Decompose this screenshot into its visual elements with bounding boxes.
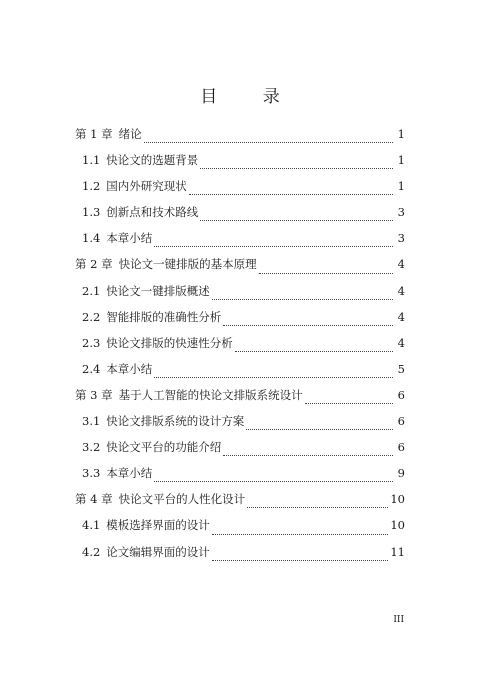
toc-entry-page: 6: [397, 414, 405, 429]
toc-section-entry[interactable]: [75, 335, 405, 361]
toc-dot-leader: [189, 193, 393, 195]
toc-entry-page: 9: [397, 466, 405, 481]
toc-dot-leader: [235, 350, 393, 352]
toc-section-entry[interactable]: [75, 204, 405, 230]
toc-entry-page: 5: [397, 361, 405, 376]
toc-entry-page: 3: [397, 205, 405, 220]
toc-entry-page: 4: [397, 309, 405, 324]
toc-entry-title: 快论文一键排版的基本原理: [118, 257, 257, 272]
toc-entry-title: 智能排版的准确性分析: [106, 309, 222, 324]
toc-entry-number: 1.1: [82, 153, 101, 168]
toc-dot-leader: [305, 402, 393, 404]
toc-entry-page: 10: [390, 492, 405, 507]
toc-entry-page: 1: [397, 153, 405, 168]
toc-entry-number: 2.4: [82, 361, 101, 376]
toc-entry-number: 2.3: [82, 335, 101, 350]
toc-entry-number: 1.4: [82, 231, 101, 246]
toc-section-entry[interactable]: [75, 465, 405, 491]
toc-entry-title: 本章小结: [106, 231, 153, 246]
toc-entry-number: 3.3: [82, 466, 101, 481]
toc-dot-leader: [200, 167, 393, 169]
toc-entry-page: 6: [397, 440, 405, 455]
toc-entry-title: 快论文排版系统的设计方案: [106, 414, 245, 429]
toc-dot-leader: [223, 324, 393, 326]
toc-dot-leader: [212, 533, 389, 535]
toc-entry-title: 本章小结: [106, 361, 153, 376]
toc-dot-leader: [154, 480, 393, 482]
toc-section-entry[interactable]: [75, 178, 405, 204]
toc-dot-leader: [247, 506, 388, 508]
toc-entry-number: 1.2: [82, 179, 101, 194]
toc-entry-title: 论文编辑界面的设计: [106, 544, 210, 559]
toc-section-entry[interactable]: [75, 283, 405, 309]
toc-section-entry[interactable]: [75, 361, 405, 387]
toc-entry-page: 1: [397, 127, 405, 141]
toc-entry-page: 4: [397, 257, 405, 272]
toc-section-entry[interactable]: [75, 230, 405, 256]
toc-entry-number: 第 3 章: [75, 387, 113, 402]
toc-entry-page: 4: [397, 283, 405, 298]
toc-dot-leader: [223, 454, 393, 456]
page-number-footer: III: [393, 615, 404, 625]
toc-chapter-entry[interactable]: [75, 387, 405, 413]
toc-section-entry[interactable]: [75, 517, 405, 543]
toc-entry-title: 快论文一键排版概述: [106, 283, 210, 298]
toc-entry-page: 6: [397, 387, 405, 402]
toc-entry-number: 4.2: [82, 544, 101, 559]
toc-entry-number: 4.1: [82, 518, 101, 533]
toc-entry-title: 快论文平台的人性化设计: [118, 492, 246, 507]
toc-dot-leader: [259, 272, 393, 274]
toc-entry-title: 国内外研究现状: [106, 179, 187, 194]
toc-entry-title: 快论文排版的快速性分析: [106, 335, 233, 350]
toc-entry-number: 1.3: [82, 205, 101, 220]
toc-dot-leader: [144, 141, 393, 143]
toc-section-entry[interactable]: [75, 152, 405, 178]
toc-entry-number: 3.2: [82, 440, 101, 455]
toc-entry-page: 10: [390, 518, 405, 533]
toc-chapter-entry[interactable]: [75, 491, 405, 517]
toc-entry-title: 模板选择界面的设计: [106, 518, 210, 533]
toc-entry-page: 3: [397, 231, 405, 246]
toc-entry-number: 第 1 章: [75, 127, 113, 141]
toc-entry-page: 4: [397, 335, 405, 350]
toc-entry-title: 绪论: [118, 127, 142, 141]
toc-entry-number: 3.1: [82, 414, 101, 429]
toc-entry-page: 1: [397, 179, 405, 194]
toc-chapter-entry[interactable]: [75, 256, 405, 282]
toc-dot-leader: [212, 298, 393, 300]
toc-entry-title: 快论文平台的功能介绍: [106, 440, 222, 455]
toc-section-entry[interactable]: [75, 544, 405, 570]
toc-dot-leader: [154, 245, 393, 247]
toc-entry-page: 11: [390, 544, 405, 559]
toc-entry-title: 本章小结: [106, 466, 153, 481]
toc-section-entry[interactable]: [75, 439, 405, 465]
toc-title: 目 录: [200, 87, 300, 107]
toc-chapter-entry[interactable]: [75, 126, 405, 152]
toc-entry-title: 基于人工智能的快论文排版系统设计: [118, 387, 303, 402]
toc-entry-number: 2.1: [82, 283, 101, 298]
toc-entry-title: 创新点和技术路线: [106, 205, 199, 220]
toc-dot-leader: [154, 376, 393, 378]
toc-entry-title: 快论文的选题背景: [106, 153, 199, 168]
toc-entry-number: 第 2 章: [75, 257, 113, 272]
toc-dot-leader: [246, 428, 393, 430]
toc-entry-number: 2.2: [82, 309, 101, 324]
toc-list: [75, 126, 405, 570]
toc-entry-number: 第 4 章: [75, 492, 113, 507]
toc-dot-leader: [200, 219, 393, 221]
toc-dot-leader: [212, 559, 389, 561]
toc-section-entry[interactable]: [75, 413, 405, 439]
toc-section-entry[interactable]: [75, 309, 405, 335]
